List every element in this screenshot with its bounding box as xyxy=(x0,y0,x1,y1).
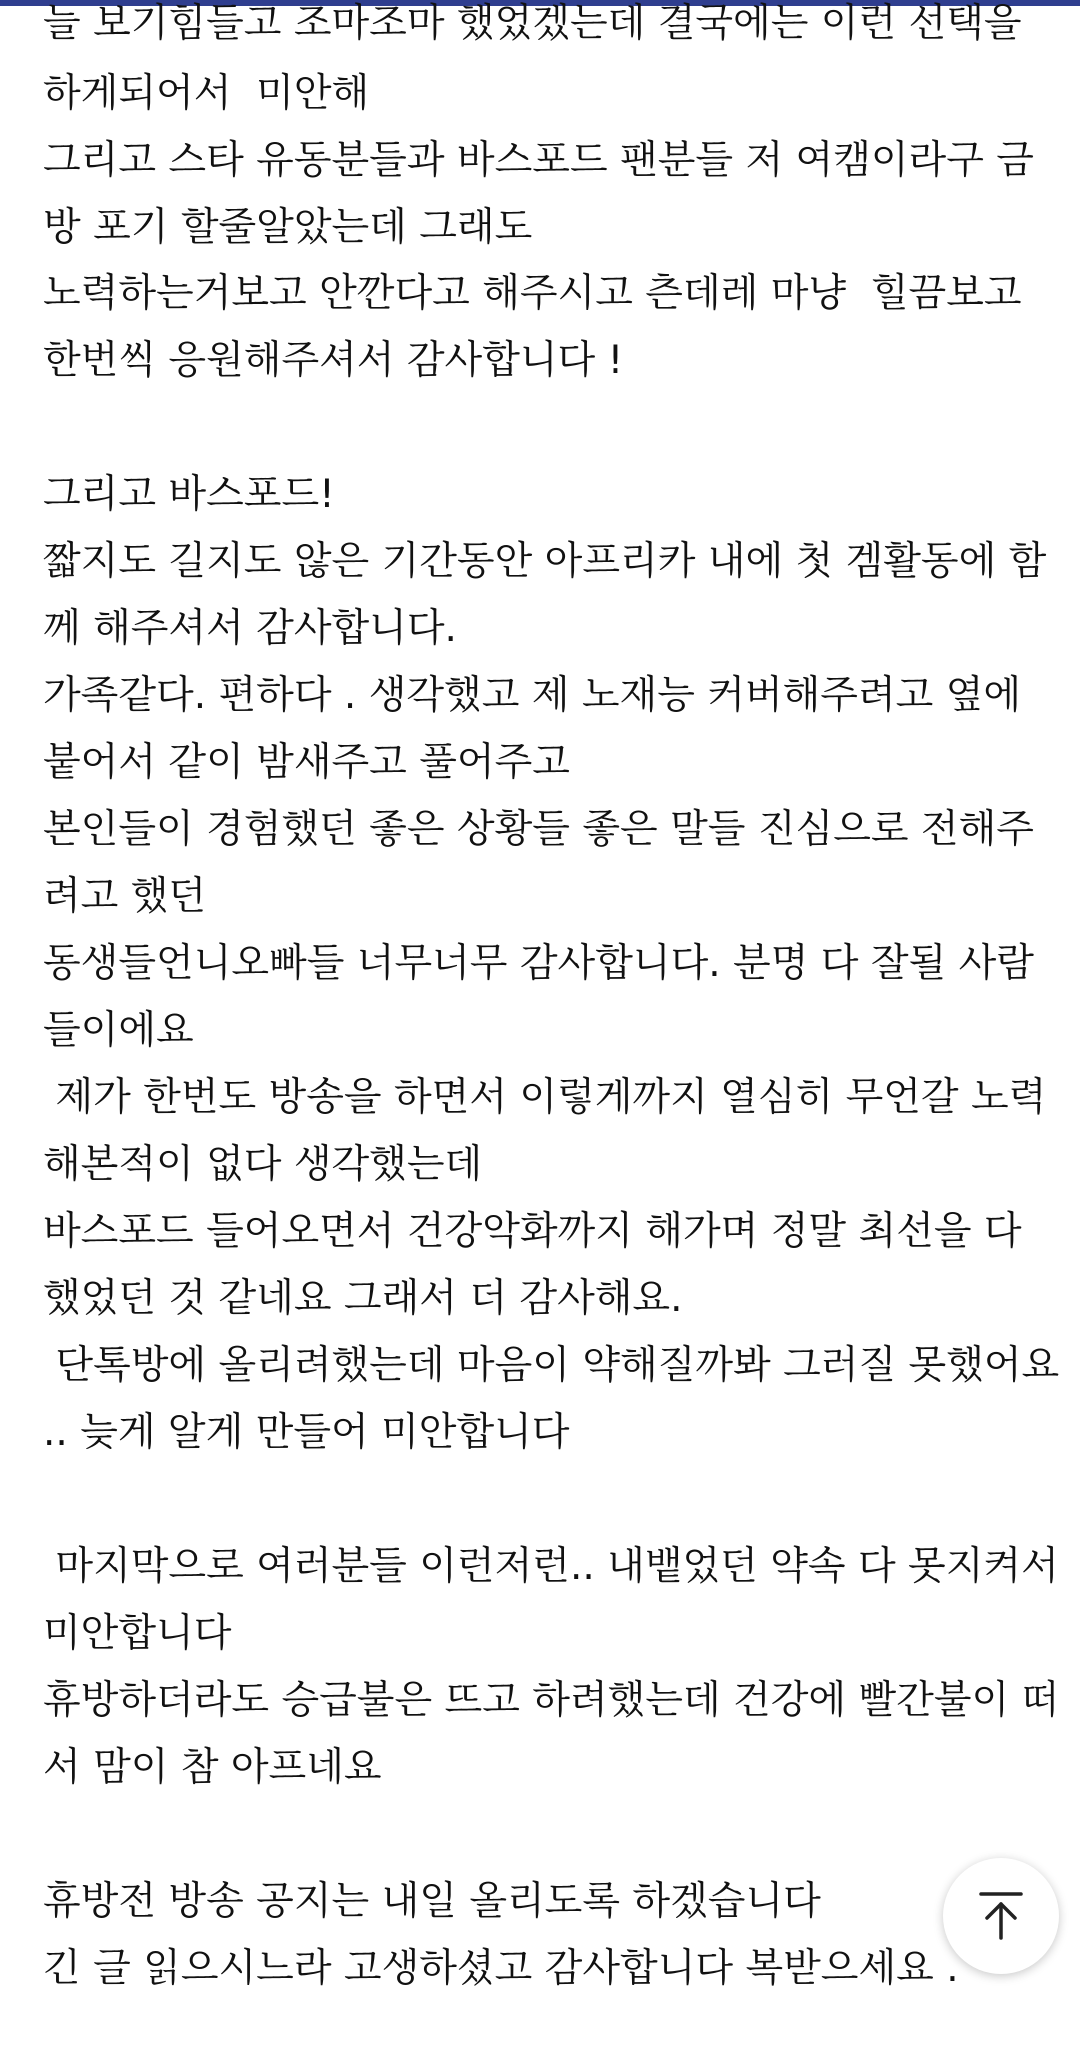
text-line: 미안합니다 xyxy=(43,1611,232,1656)
text-line: 휴방하더라도 승급불은 뜨고 하려했는데 건강에 빨간불이 떠 xyxy=(43,1678,1060,1723)
scroll-to-top-button[interactable] xyxy=(943,1858,1059,1974)
text-line: 바스포드 들어오면서 건강악화까지 해가며 정말 최선을 다 xyxy=(43,1209,1022,1254)
text-line: 그리고 바스포드! xyxy=(43,472,335,517)
text-line: 늘 보기힘들고 조마조마 했었겠는데 결국에는 이런 선택을 xyxy=(43,1,1022,46)
text-line: 본인들이 경험했던 좋은 상황들 좋은 말들 진심으로 전해주 xyxy=(43,807,1034,852)
text-line: 제가 한번도 방송을 하면서 이렇게까지 열심히 무언갈 노력 xyxy=(43,1075,1047,1120)
text-line: 동생들언니오빠들 너무너무 감사합니다. 분명 다 잘될 사람 xyxy=(43,941,1034,986)
text-line: 가족같다. 편하다 . 생각했고 제 노재능 커버해주려고 옆에 xyxy=(43,673,1022,718)
text-line: 방 포기 할줄알았는데 그래도 xyxy=(43,205,533,250)
text-line: 노력하는거보고 안깐다고 해주시고 츤데레 마냥 힐끔보고 xyxy=(43,271,1022,316)
text-line: 짧지도 길지도 않은 기간동안 아프리카 내에 첫 겜활동에 함 xyxy=(43,539,1047,584)
text-line: 하게되어서 미안해 xyxy=(43,71,370,116)
text-line: 했었던 것 같네요 그래서 더 감사해요. xyxy=(43,1276,683,1321)
text-line: 려고 했던 xyxy=(43,874,207,919)
text-line: 들이에요 xyxy=(43,1008,194,1053)
text-line: 마지막으로 여러분들 이런저런.. 내뱉었던 약속 다 못지켜서 xyxy=(43,1544,1059,1589)
arrow-up-to-line-icon xyxy=(969,1882,1033,1950)
text-line: 서 맘이 참 아프네요 xyxy=(43,1745,382,1790)
text-line: 붙어서 같이 밤새주고 풀어주고 xyxy=(43,740,570,785)
text-line: 한번씩 응원해주셔서 감사합니다 ! xyxy=(43,338,624,383)
text-line: 그리고 스타 유동분들과 바스포드 팬분들 저 여캠이라구 금 xyxy=(43,138,1034,183)
text-line: 휴방전 방송 공지는 내일 올리도록 하겠습니다 xyxy=(43,1879,821,1924)
text-line: 해본적이 없다 생각했는데 xyxy=(43,1142,483,1187)
text-line: 단톡방에 올리려했는데 마음이 약해질까봐 그러질 못했어요 xyxy=(43,1343,1060,1388)
text-line: 께 해주셔서 감사합니다. xyxy=(43,606,457,651)
text-line: .. 늦게 알게 만들어 미안합니다 xyxy=(43,1410,570,1455)
text-line: 긴 글 읽으시느라 고생하셨고 감사합니다 복받으세요 . xyxy=(43,1946,959,1991)
